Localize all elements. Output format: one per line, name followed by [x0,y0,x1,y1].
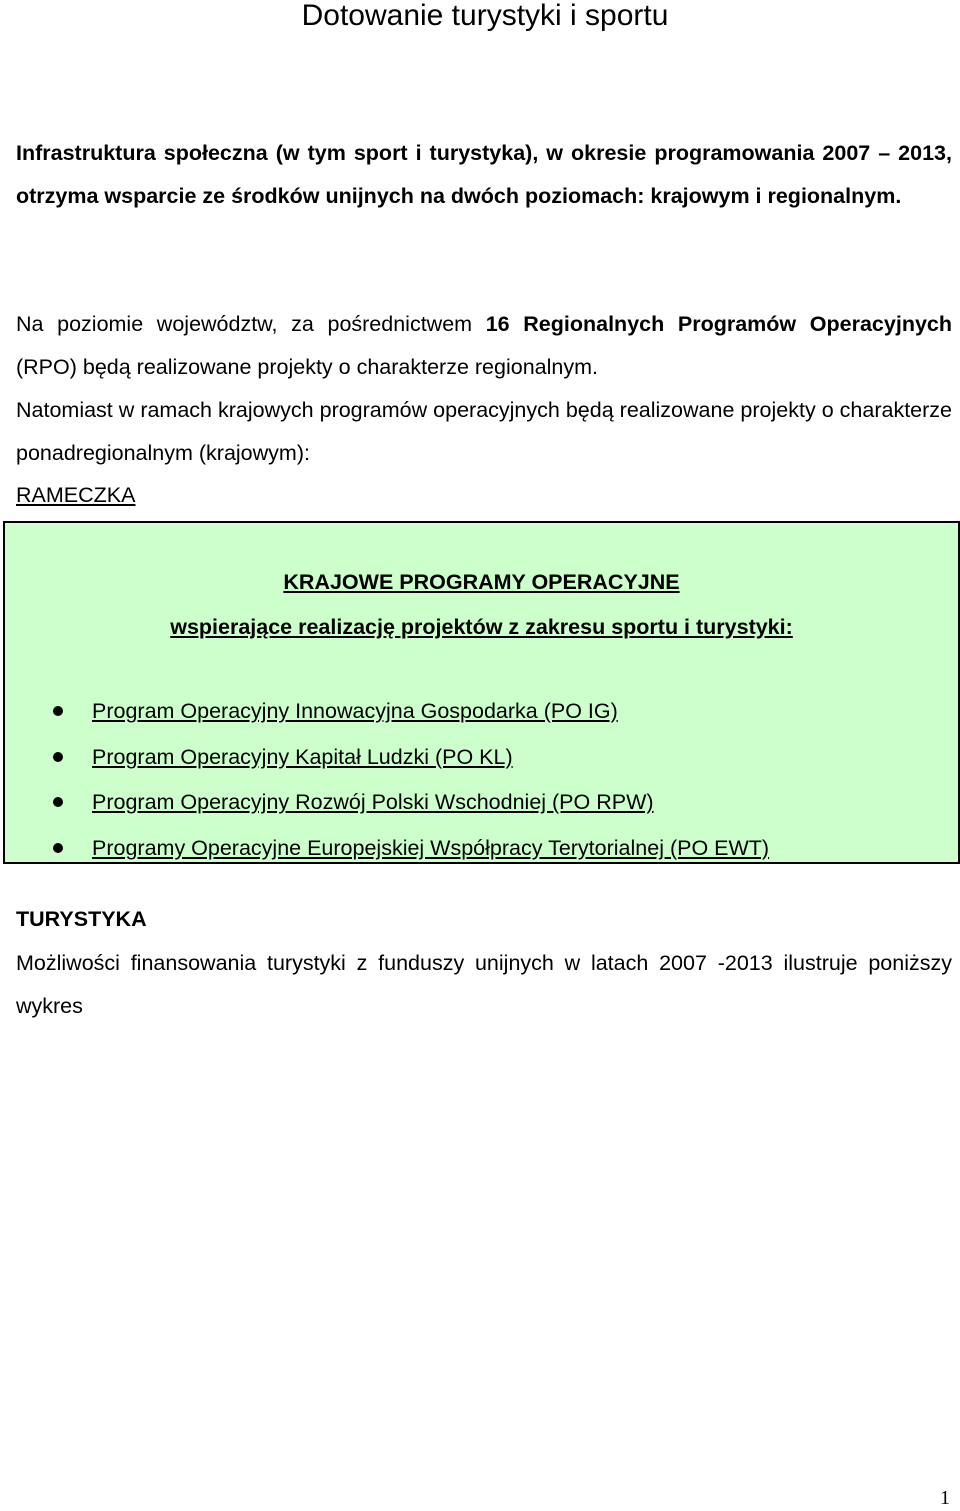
tourism-paragraph: Możliwości finansowania turystyki z funduszy unijnych w latach 2007 -2013 ilustruje poniższy wykres [16,951,952,1018]
list-item-text: Program Operacyjny Innowacyjna Gospodarka (PO IG) [92,699,618,723]
list-item-text: Program Operacyjny Kapitał Ludzki (PO KL) [92,744,513,769]
regional-programs-bold: 16 Regionalnych Programów Operacyjnych [485,312,952,336]
regional-paragraph [16,303,952,388]
bullet-icon [53,843,63,853]
regional-text-start: Na poziomie województw, za pośrednictwem [16,312,486,336]
page-title: Dotowanie turystyki i sportu [301,0,669,32]
rameczka-label: RAMECZKA [16,483,136,507]
bullet-icon [53,797,63,807]
bullet-icon [53,706,63,716]
list-item-text: Programy Operacyjne Europejskiej Współpracy Terytorialnej (PO EWT) [92,835,770,860]
list-item-text: Program Operacyjny Rozwój Polski Wschodniej (PO RPW) [92,790,654,814]
intro-paragraph: Infrastruktura społeczna (w tym sport i turystyka), w okresie programowania 2007 – 2013, otrzyma wsparcie ze środków unijnych na dwóch poziomach: krajowym i regionalnym. [16,141,952,208]
tourism-heading: TURYSTYKA [16,907,147,931]
box-subheading: wspierające realizację projektów z zakresu sportu i turystyki: [170,615,793,639]
national-paragraph: Natomiast w ramach krajowych programów operacyjnych będą realizowane projekty o charakterze ponadregionalnym (krajowym): [16,398,952,465]
box-heading: KRAJOWE PROGRAMY OPERACYJNE [283,570,680,594]
national-programs-box [3,521,960,864]
regional-text-end: (RPO) będą realizowane projekty o charakterze regionalnym. [16,354,598,379]
page-number: 1 [940,1487,950,1509]
bullet-icon [53,752,63,762]
